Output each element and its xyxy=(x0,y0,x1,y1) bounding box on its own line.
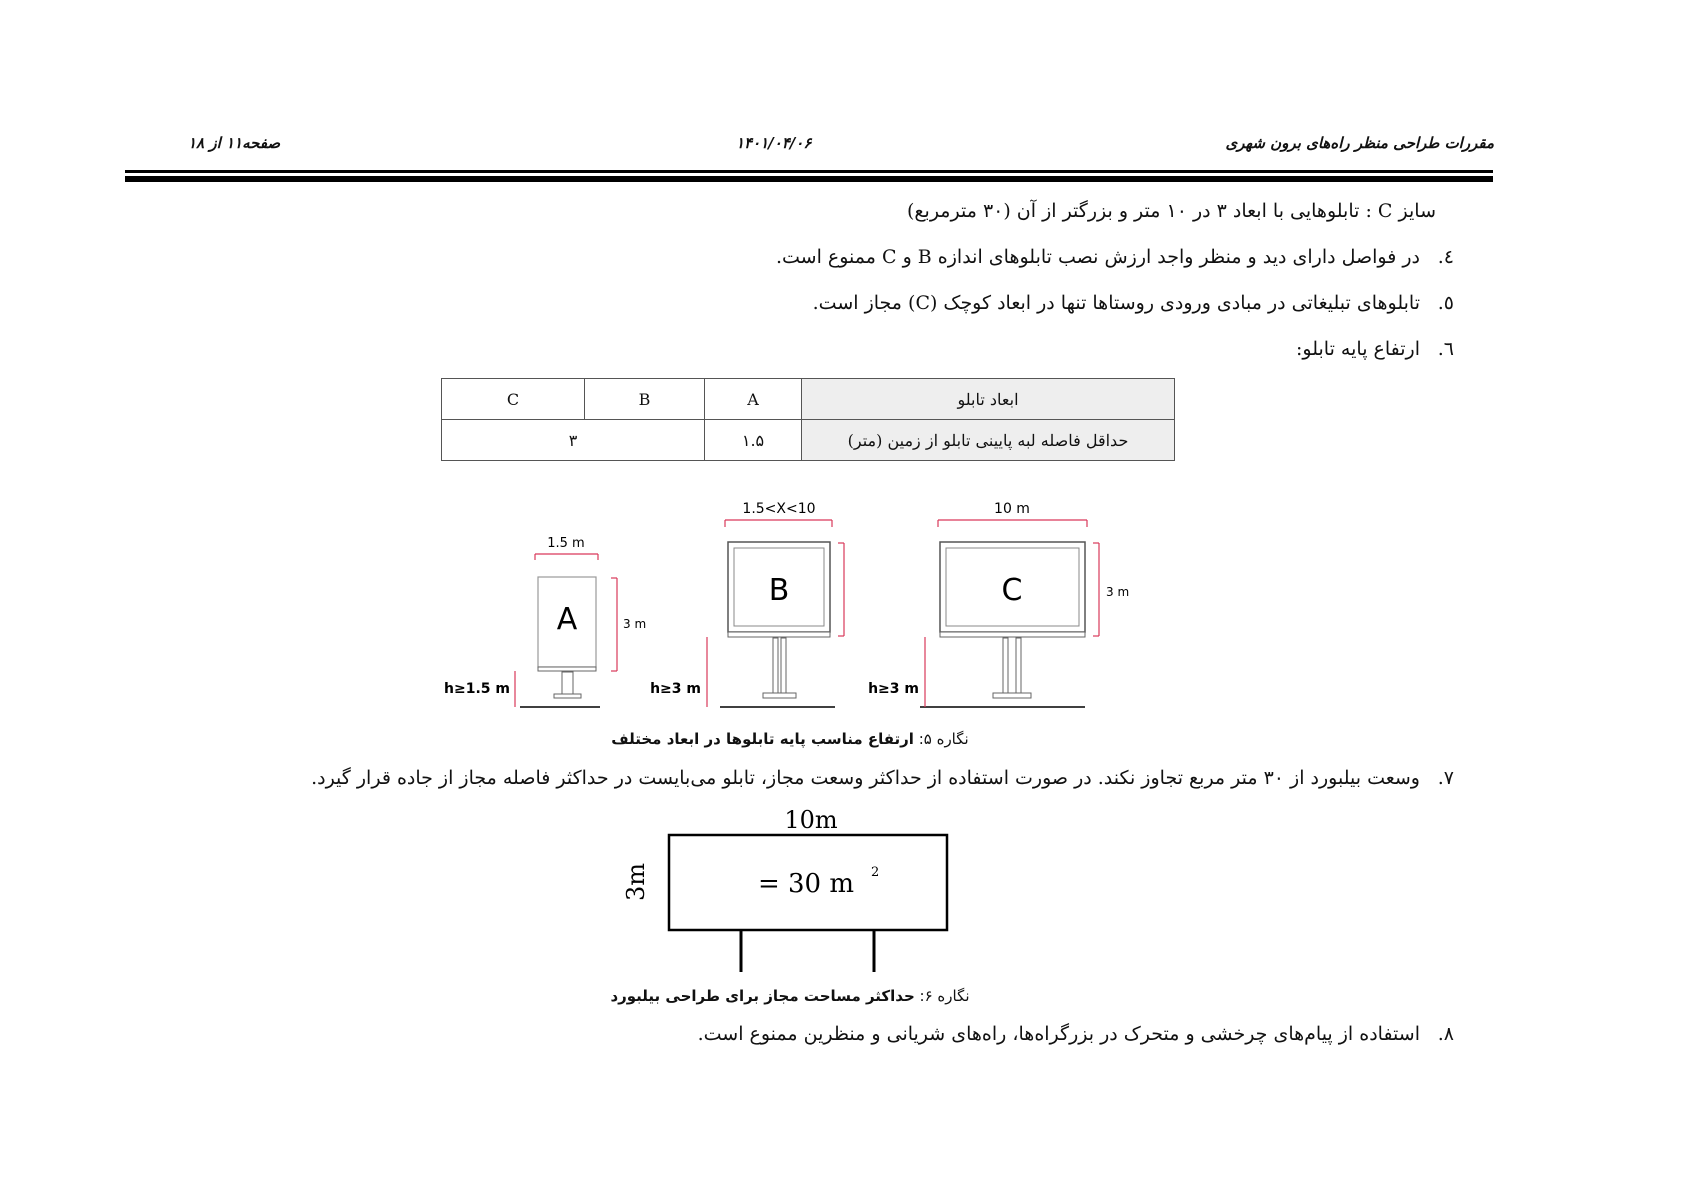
list-text: وسعت بیلبورد از ۳۰ متر مربع تجاوز نکند. در صورت استفاده از حداکثر وسعت مجاز، تابلو می‌بایست در حداکثر فاصله مجاز از جاده قرار گیرد. xyxy=(311,767,1420,789)
fig6-width-label: 10m xyxy=(784,806,838,834)
list-text: ارتفاع پایه تابلو: xyxy=(1296,338,1420,360)
a-width-label: 1.5 m xyxy=(547,536,585,551)
caption-title: حداکثر مساحت مجاز برای طراحی بیلبورد xyxy=(610,987,915,1005)
fig6-area-label: = 30 m xyxy=(757,869,855,899)
size-c-paragraph: سایز C : تابلوهایی با ابعاد ۳ در ۱۰ متر و بزرگتر از آن (۳۰ مترمربع) xyxy=(907,200,1436,222)
header-rule-thick xyxy=(125,176,1493,182)
document-title: مقررات طراحی منظر راه‌های برون شهری xyxy=(1225,134,1494,152)
figure6-caption xyxy=(540,987,1040,1005)
b-letter: B xyxy=(768,573,790,608)
table-row xyxy=(442,420,1175,461)
table-row-label: حداقل فاصله لبه پایینی تابلو از زمین (متر) xyxy=(802,420,1175,461)
list-item-6 xyxy=(1296,338,1454,360)
billboard-sizes-figure xyxy=(440,495,1150,715)
billboard-a xyxy=(444,536,646,707)
caption-prefix: نگاره ۵: xyxy=(913,730,969,748)
table-header-row xyxy=(442,379,1175,420)
c-height-label: 3 m xyxy=(1106,585,1130,599)
list-number: ٦. xyxy=(1437,338,1454,360)
a-height-label: 3 m xyxy=(623,617,647,631)
billboard-c xyxy=(868,501,1129,707)
billboard-height-table xyxy=(441,378,1175,461)
caption-prefix: نگاره ۶: xyxy=(914,987,970,1005)
caption-title: ارتفاع مناسب پایه تابلوها در ابعاد مختلف xyxy=(611,730,914,748)
list-item-5 xyxy=(813,292,1454,314)
b-h-label: h≥3 m xyxy=(650,681,701,697)
list-text: استفاده از پیام‌های چرخشی و متحرک در بزرگراه‌ها، راه‌های شریانی و منظرین ممنوع است. xyxy=(697,1023,1420,1045)
list-item-4 xyxy=(776,246,1454,268)
b-width-label: 1.5<X<10 xyxy=(742,501,816,517)
table-header-label: ابعاد تابلو xyxy=(802,379,1175,420)
table-col-c: C xyxy=(442,379,585,420)
figure5-caption xyxy=(540,730,1040,748)
list-number: ٥. xyxy=(1437,292,1454,314)
billboard-b xyxy=(650,501,844,707)
header-date: ۱۴۰۱/۰۴/۰۶ xyxy=(736,134,812,152)
list-item-8 xyxy=(698,1023,1454,1045)
fig6-area-superscript: 2 xyxy=(871,865,880,880)
table-col-b: B xyxy=(585,379,705,420)
list-number: ٤. xyxy=(1437,246,1454,268)
c-width-label: 10 m xyxy=(994,501,1030,517)
c-h-label: h≥3 m xyxy=(868,681,919,697)
list-number: ٧. xyxy=(1437,767,1454,789)
table-col-a: A xyxy=(705,379,802,420)
list-item-7 xyxy=(311,767,1454,789)
header-rule-thin xyxy=(125,170,1493,173)
a-letter: A xyxy=(556,602,578,637)
list-number: ٨. xyxy=(1437,1023,1454,1045)
c-letter: C xyxy=(1001,573,1023,608)
page-number: صفحه۱۱ از ۱۸ xyxy=(188,134,281,152)
table-value-a: ۱.۵ xyxy=(705,420,802,461)
fig6-height-label: 3m xyxy=(622,862,650,902)
list-text: در فواصل دارای دید و منظر واجد ارزش نصب تابلوهای اندازه B و C ممنوع است. xyxy=(775,246,1420,268)
a-h-label: h≥1.5 m xyxy=(444,681,510,697)
table-value-bc: ۳ xyxy=(442,420,705,461)
max-area-figure xyxy=(620,800,960,980)
list-text: تابلوهای تبلیغاتی در مبادی ورودی روستاها تنها در ابعاد کوچک (C) مجاز است. xyxy=(812,292,1420,314)
